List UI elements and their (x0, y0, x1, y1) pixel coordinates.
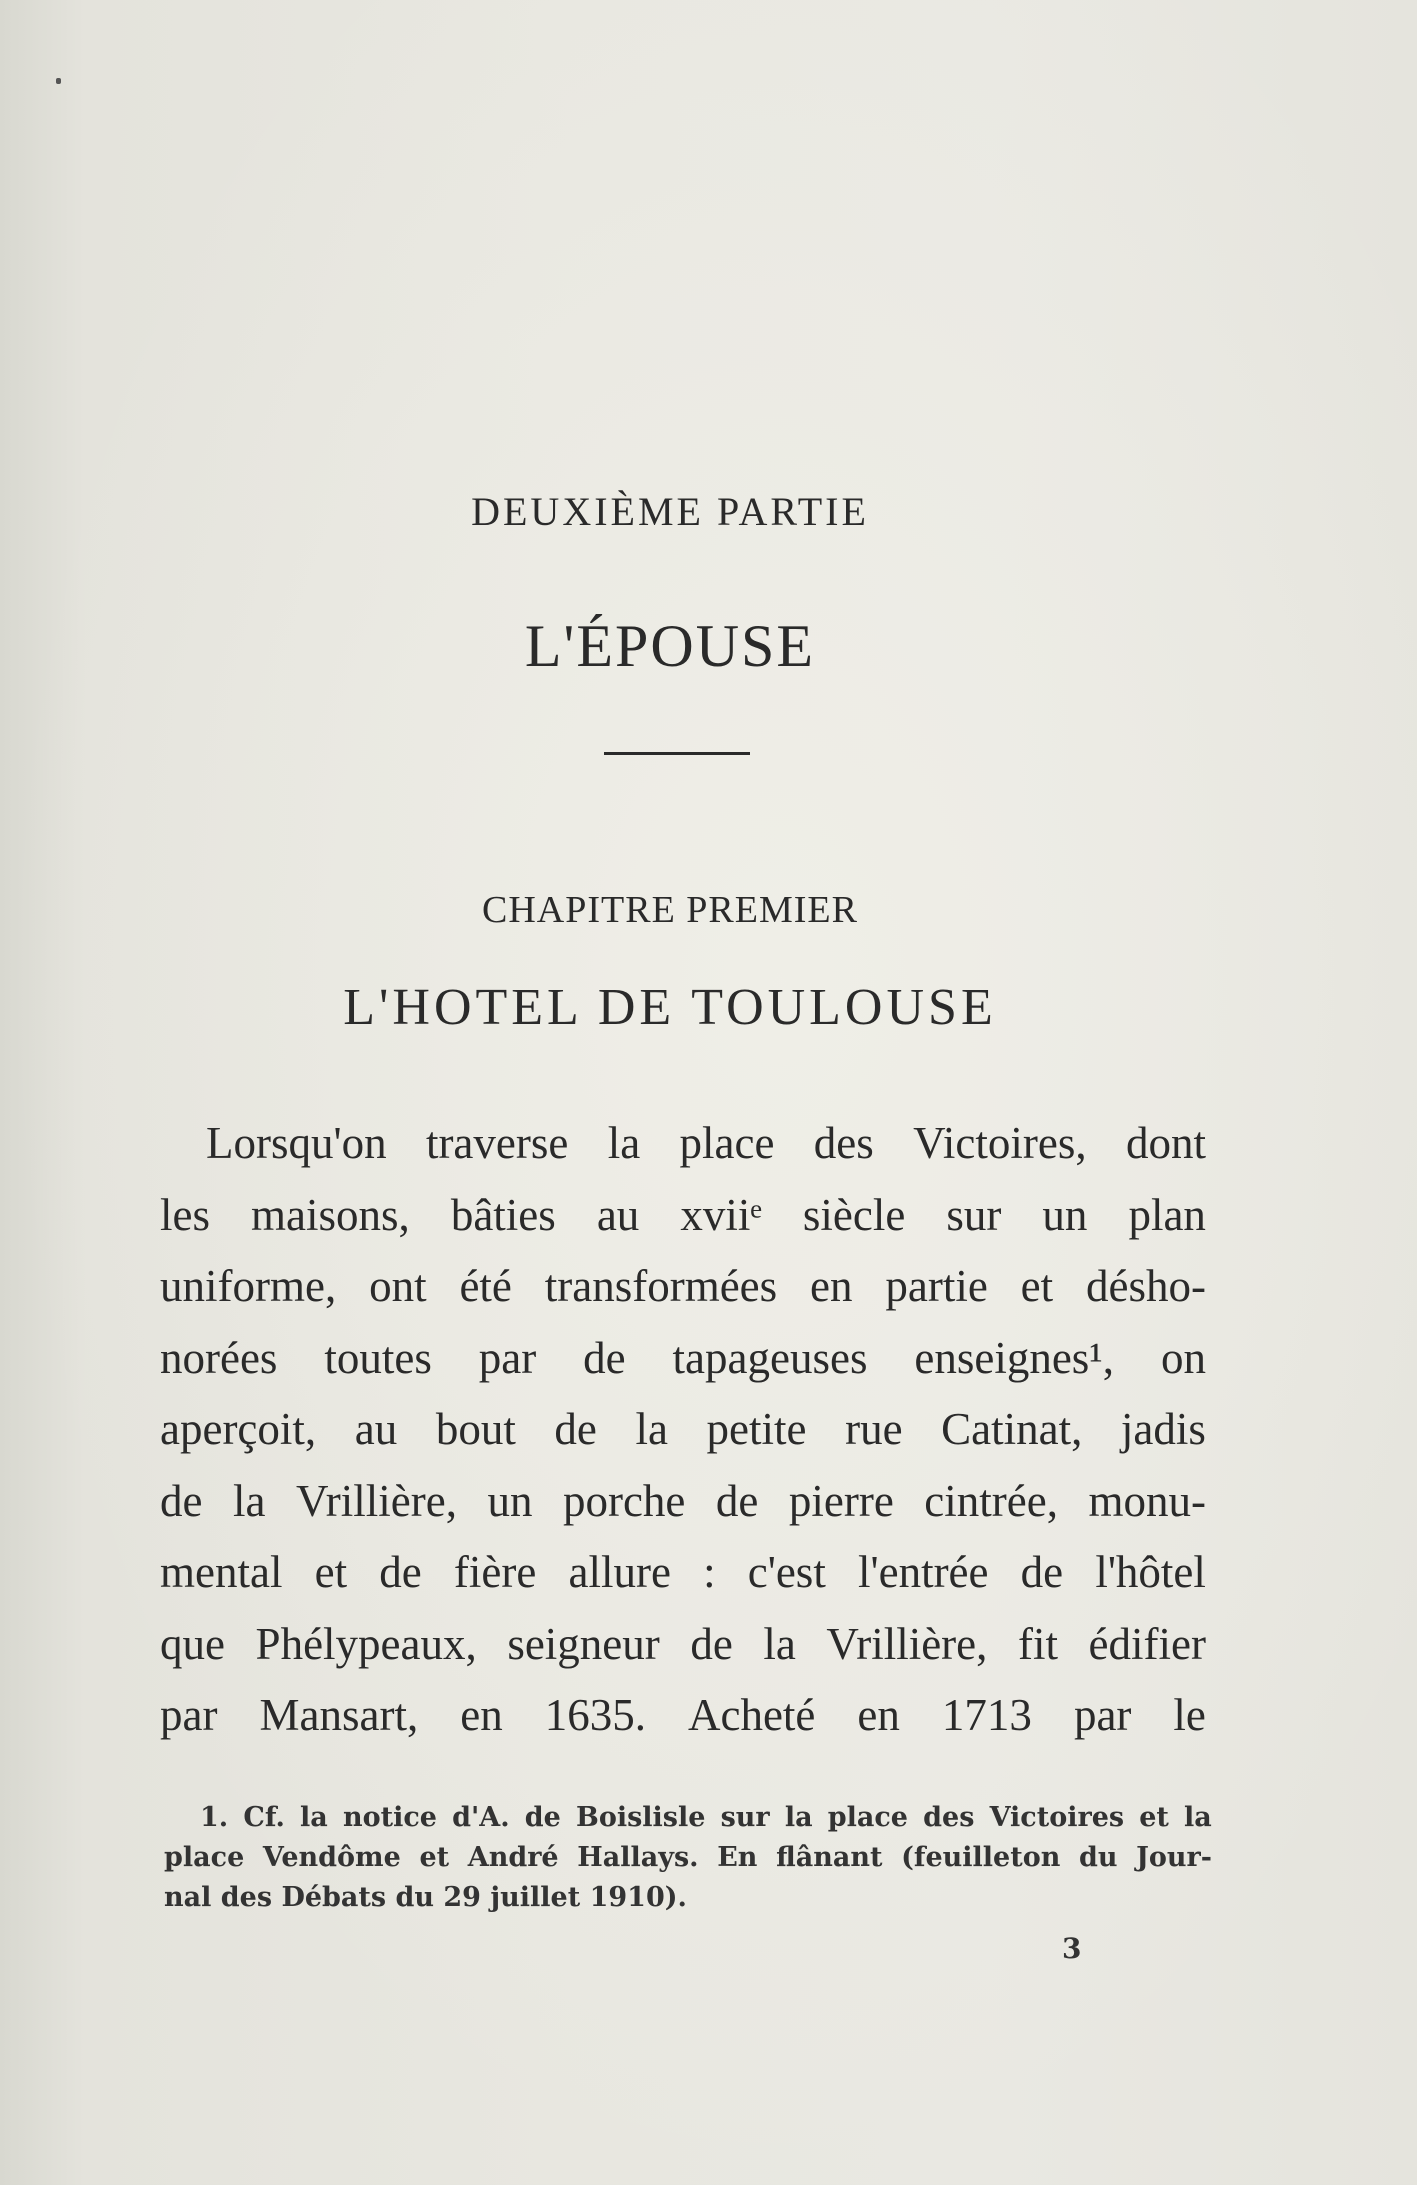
word: la (232, 1475, 266, 1526)
word: porche (562, 1475, 686, 1526)
paragraph-line (160, 1609, 1206, 1681)
word: par (478, 1332, 537, 1383)
paragraph-line (160, 1108, 1206, 1180)
word: Mansart, (259, 1690, 419, 1740)
word: xviiᵉ (680, 1189, 762, 1240)
paragraph-line (160, 1180, 1206, 1252)
word: sur (946, 1189, 1002, 1240)
word: jadis (1120, 1404, 1206, 1454)
word: traverse (425, 1118, 569, 1168)
word: des (813, 1118, 874, 1168)
word: fière (453, 1547, 537, 1597)
word: maisons, (251, 1189, 410, 1240)
title-rule (604, 752, 750, 755)
word: mental (160, 1547, 283, 1597)
paragraph-line (160, 1680, 1206, 1752)
word: Victoires, (913, 1118, 1087, 1168)
paragraph-line (160, 1537, 1206, 1609)
word: cintrée, (924, 1475, 1058, 1526)
word: Catinat, (941, 1404, 1083, 1454)
word: Vrillière, (295, 1475, 457, 1526)
word: 1635. (544, 1690, 646, 1740)
word: place (679, 1118, 775, 1168)
word: en (460, 1690, 503, 1740)
word: enseignes¹, (914, 1332, 1115, 1383)
word: petite (706, 1404, 807, 1454)
word: tapageuses (672, 1332, 868, 1383)
page-number: 3 (1062, 1932, 1082, 1965)
word: la (607, 1118, 641, 1168)
chapter-title: L'HOTEL DE TOULOUSE (343, 979, 997, 1036)
word: 1713 (941, 1690, 1032, 1740)
book-title: L'ÉPOUSE (524, 613, 816, 679)
word: transformées (544, 1261, 778, 1311)
word: de (554, 1404, 597, 1454)
word: en (810, 1261, 853, 1311)
word: uniforme, (160, 1261, 337, 1311)
word: édifier (1088, 1618, 1206, 1669)
word: un (487, 1475, 533, 1526)
word: l'entrée (857, 1547, 989, 1597)
paragraph-line (160, 1466, 1206, 1538)
word: pierre (788, 1475, 894, 1526)
word: bâties (450, 1189, 556, 1240)
word: aperçoit, (160, 1404, 317, 1454)
word: un (1042, 1189, 1088, 1240)
word: plan (1128, 1189, 1206, 1240)
word: les (160, 1189, 210, 1240)
word: par (160, 1690, 218, 1740)
paragraph-line (160, 1323, 1206, 1395)
word: l'hôtel (1095, 1547, 1206, 1597)
word: de (583, 1332, 626, 1383)
footnote (164, 1798, 1212, 1918)
word: de (379, 1547, 422, 1597)
word: de (160, 1475, 203, 1526)
word: allure (568, 1547, 671, 1597)
word: Vrillière, (826, 1618, 988, 1669)
word: que (160, 1618, 225, 1669)
word: seigneur (507, 1618, 660, 1669)
paragraph-line (160, 1394, 1206, 1466)
word: la (763, 1618, 796, 1669)
word: partie (885, 1261, 988, 1311)
word: monu- (1088, 1475, 1206, 1526)
word: par (1073, 1690, 1132, 1740)
word: Lorsqu'on (206, 1118, 387, 1168)
word: dont (1125, 1118, 1206, 1168)
word: rue (845, 1404, 903, 1454)
word: on (1160, 1332, 1206, 1383)
word: de (690, 1618, 733, 1669)
word: norées (160, 1332, 278, 1383)
part-title: DEUXIÈME PARTIE (471, 489, 869, 534)
word: de (1020, 1547, 1064, 1597)
word: c'est (747, 1547, 826, 1597)
word: toutes (324, 1332, 432, 1383)
word: bout (435, 1404, 516, 1454)
word: en (857, 1690, 900, 1740)
word: et (314, 1547, 348, 1597)
word: ont (369, 1261, 427, 1311)
word: Acheté (687, 1690, 816, 1740)
word: désho- (1086, 1261, 1206, 1311)
word: fit (1017, 1618, 1058, 1669)
word: le (1173, 1690, 1206, 1740)
paragraph (160, 1108, 1206, 1752)
ink-speck (56, 78, 61, 84)
word: siècle (802, 1189, 906, 1240)
footnote-line: nal des Débats du 29 juillet 1910). (164, 1882, 687, 1913)
footnote-line: place Vendôme et André Hallays. En flânant (feuilleton du Jour- (164, 1842, 1212, 1873)
paragraph-line (160, 1251, 1206, 1323)
word: au (596, 1189, 640, 1240)
word: Phélypeaux, (255, 1618, 477, 1669)
word: la (635, 1404, 668, 1454)
chapter-label: CHAPITRE PREMIER (482, 889, 858, 931)
word: au (354, 1404, 398, 1454)
word: et (1020, 1261, 1054, 1311)
word: été (459, 1261, 512, 1311)
word: : (703, 1547, 716, 1597)
footnote-line: 1. Cf. la notice d'A. de Boislisle sur la place des Victoires et la (200, 1802, 1212, 1833)
word: de (715, 1475, 759, 1526)
